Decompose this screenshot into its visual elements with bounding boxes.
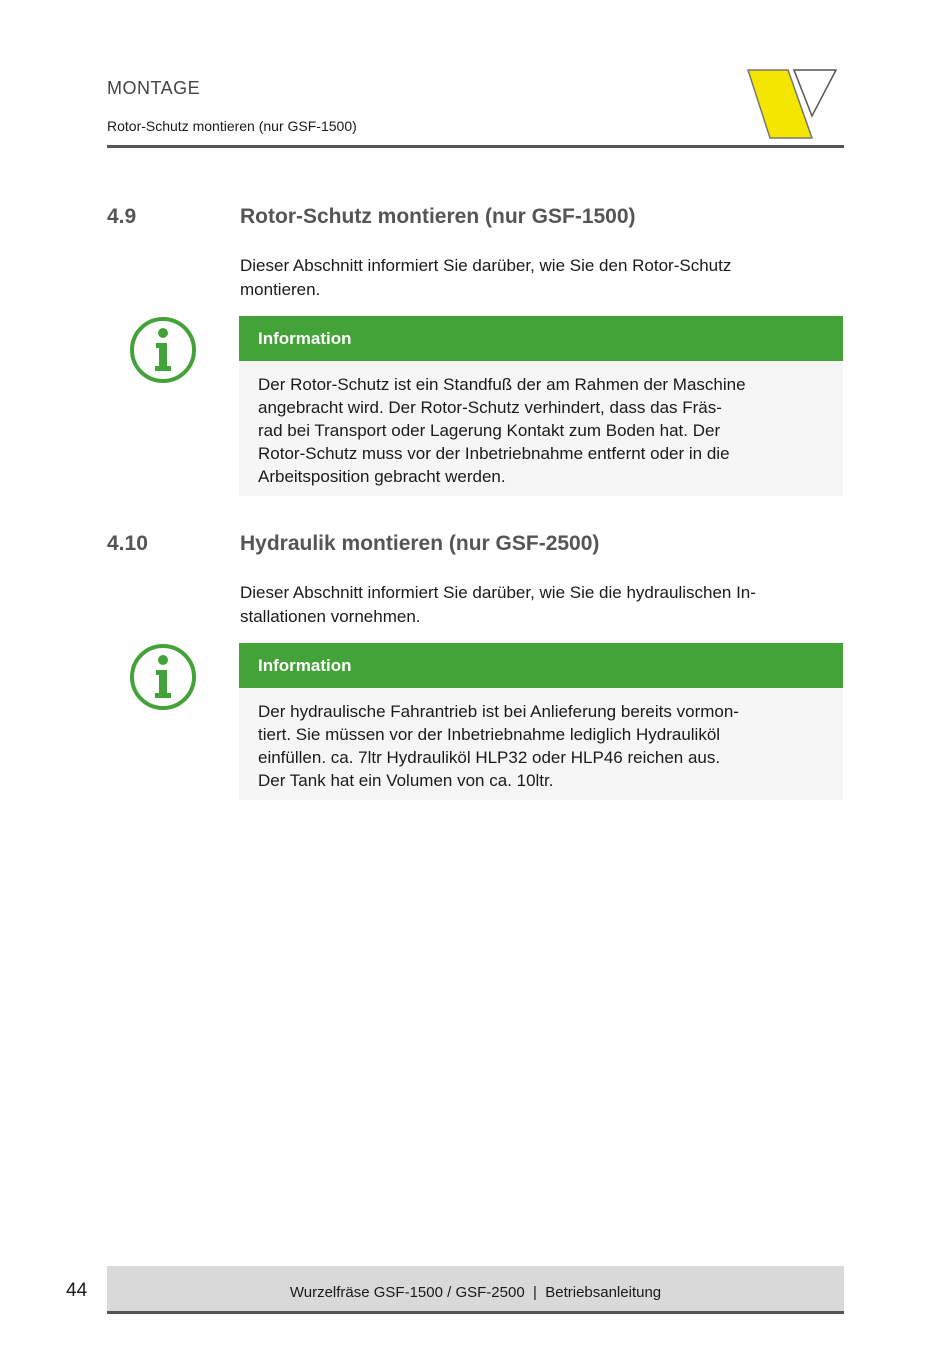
section-intro	[240, 254, 840, 302]
info-box	[239, 643, 843, 800]
section-title: Rotor-Schutz montieren (nur GSF-1500)	[240, 205, 636, 228]
footer-text: Wurzelfräse GSF-1500 / GSF-2500 | Betriebsanleitung	[289, 1284, 662, 1301]
section-title: Hydraulik montieren (nur GSF-2500)	[240, 532, 600, 555]
section-number: 4.9	[107, 205, 137, 228]
info-line: Der Tank hat ein Volumen von ca. 10ltr.	[258, 771, 554, 790]
info-icon	[129, 643, 197, 711]
info-icon	[129, 316, 197, 384]
info-line: tiert. Sie müssen vor der Inbetriebnahme lediglich Hydrauliköl	[258, 725, 721, 744]
section-intro	[240, 581, 840, 629]
page-number: 44	[66, 1280, 88, 1301]
info-box-body	[239, 361, 843, 496]
chapter-title: MONTAGE	[107, 78, 201, 98]
running-subtitle: Rotor-Schutz montieren (nur GSF-1500)	[107, 118, 357, 134]
info-line: Der hydraulische Fahrantrieb ist bei Anlieferung bereits vormon-	[258, 702, 739, 721]
info-line: einfüllen. ca. 7ltr Hydrauliköl HLP32 oder HLP46 reichen aus.	[258, 748, 721, 767]
info-line: Arbeitsposition gebracht werden.	[258, 467, 506, 486]
info-box-body	[239, 688, 843, 800]
info-box-heading: Information	[239, 643, 843, 688]
intro-line: Dieser Abschnitt informiert Sie darüber, wie Sie die hydraulischen In-	[240, 583, 756, 602]
intro-line: Dieser Abschnitt informiert Sie darüber, wie Sie den Rotor-Schutz	[240, 256, 732, 275]
info-line: Rotor-Schutz muss vor der Inbetriebnahme entfernt oder in die	[258, 444, 730, 463]
intro-line: stallationen vornehmen.	[240, 607, 421, 626]
header-divider	[107, 145, 844, 148]
info-line: angebracht wird. Der Rotor-Schutz verhindert, dass das Fräs-	[258, 398, 722, 417]
info-line: Der Rotor-Schutz ist ein Standfuß der am Rahmen der Maschine	[258, 375, 746, 394]
info-box	[239, 316, 843, 496]
section-number: 4.10	[107, 532, 148, 555]
footer-bar	[107, 1266, 844, 1314]
brand-logo	[744, 66, 844, 142]
info-box-heading: Information	[239, 316, 843, 361]
info-line: rad bei Transport oder Lagerung Kontakt zum Boden hat. Der	[258, 421, 721, 440]
intro-line: montieren.	[240, 280, 321, 299]
